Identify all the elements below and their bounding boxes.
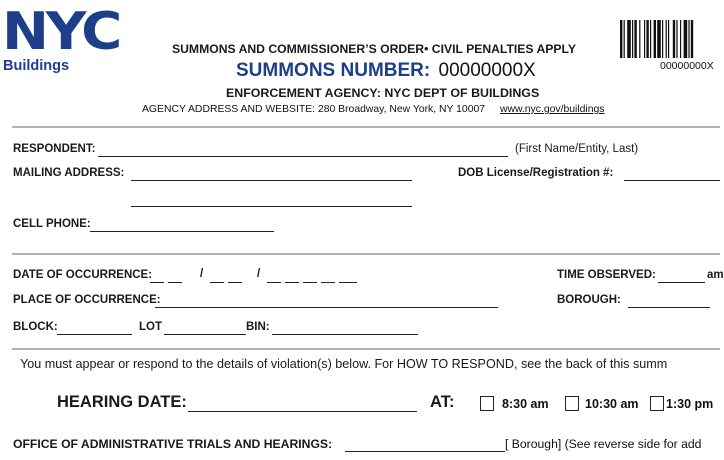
oath-borough-field[interactable] [345,451,505,452]
barcode-bars [620,20,720,58]
cell-phone-field[interactable] [90,231,274,232]
bin-label: BIN: [246,321,270,333]
place-occurrence-field[interactable] [155,307,498,308]
borough-field[interactable] [628,307,710,308]
hearing-at-label: AT: [430,393,455,411]
mailing-address-field-2[interactable] [131,206,412,207]
hearing-date-field[interactable] [188,411,417,412]
date-separator: / [200,268,204,280]
time-830-label: 8:30 am [502,397,549,411]
cell-phone-label: CELL PHONE: [13,218,91,230]
date-month-field-1[interactable] [150,282,164,283]
respondent-hint: (First Name/Entity, Last) [515,143,639,155]
date-year-field-2[interactable] [285,282,299,283]
date-day-field-1[interactable] [210,282,224,283]
summons-number-row [236,60,536,82]
time-1030-label: 10:30 am [585,397,639,411]
summons-number-value: 00000000X [438,60,536,81]
mailing-address-label: MAILING ADDRESS: [13,167,125,179]
section-divider [12,126,720,128]
place-occurrence-label: PLACE OF OCCURRENCE: [13,294,161,306]
time-130-label: 1:30 pm [666,397,714,411]
oath-borough-text: [ Borough] (See reverse side for add [505,437,702,451]
agency-address-row [142,104,605,115]
time-am-label: am [707,269,724,281]
date-month-field-2[interactable] [168,282,182,283]
date-occurrence-label: DATE OF OCCURRENCE: [13,269,153,281]
license-label: DOB License/Registration #: [458,167,614,179]
lot-label: LOT [139,321,162,333]
date-year-field-3[interactable] [303,282,317,283]
agency-website-link[interactable]: www.nyc.gov/buildings [499,104,605,115]
section-divider [12,348,720,350]
summons-number-label: SUMMONS NUMBER: [236,60,431,81]
date-year-field-4[interactable] [321,282,335,283]
borough-label: BOROUGH: [557,294,621,306]
date-year-field-5[interactable] [339,282,357,283]
nyc-logo-subtitle: Buildings [3,58,70,74]
date-day-field-2[interactable] [228,282,242,283]
time-1030-checkbox[interactable] [565,396,579,411]
hearing-date-label: HEARING DATE: [57,393,187,411]
date-separator: / [257,268,261,280]
time-130-checkbox[interactable] [650,396,664,411]
block-label: BLOCK: [13,321,58,333]
agency-address: 280 Broadway, New York, NY 10007 [317,104,486,115]
mailing-address-field-1[interactable] [131,180,412,181]
bin-field[interactable] [272,334,418,335]
time-830-checkbox[interactable] [480,396,494,411]
agency-address-label: AGENCY ADDRESS AND WEBSITE: [142,104,316,115]
section-divider [12,253,720,255]
date-year-field-1[interactable] [267,282,281,283]
respondent-field[interactable] [98,156,508,157]
summons-heading: SUMMONS AND COMMISSIONER’S ORDER• CIVIL PENALTIES APPLY [172,42,577,56]
lot-field[interactable] [164,334,246,335]
enforcement-agency: ENFORCEMENT AGENCY: NYC DEPT OF BUILDINGS [226,86,540,100]
instructions-text: You must appear or respond to the details of violation(s) below. For HOW TO RESPOND, see the back of this summ [20,357,668,371]
time-observed-label: TIME OBSERVED: [557,269,656,281]
oath-label: OFFICE OF ADMINISTRATIVE TRIALS AND HEARINGS: [13,437,333,451]
barcode-number: 00000000X [660,60,714,72]
block-field[interactable] [57,334,132,335]
nyc-logo [2,2,120,74]
nyc-logo-mark: NYC [2,2,120,62]
respondent-label: RESPONDENT: [13,143,96,155]
license-field[interactable] [624,180,720,181]
barcode [620,20,720,63]
time-observed-field[interactable] [658,282,705,283]
